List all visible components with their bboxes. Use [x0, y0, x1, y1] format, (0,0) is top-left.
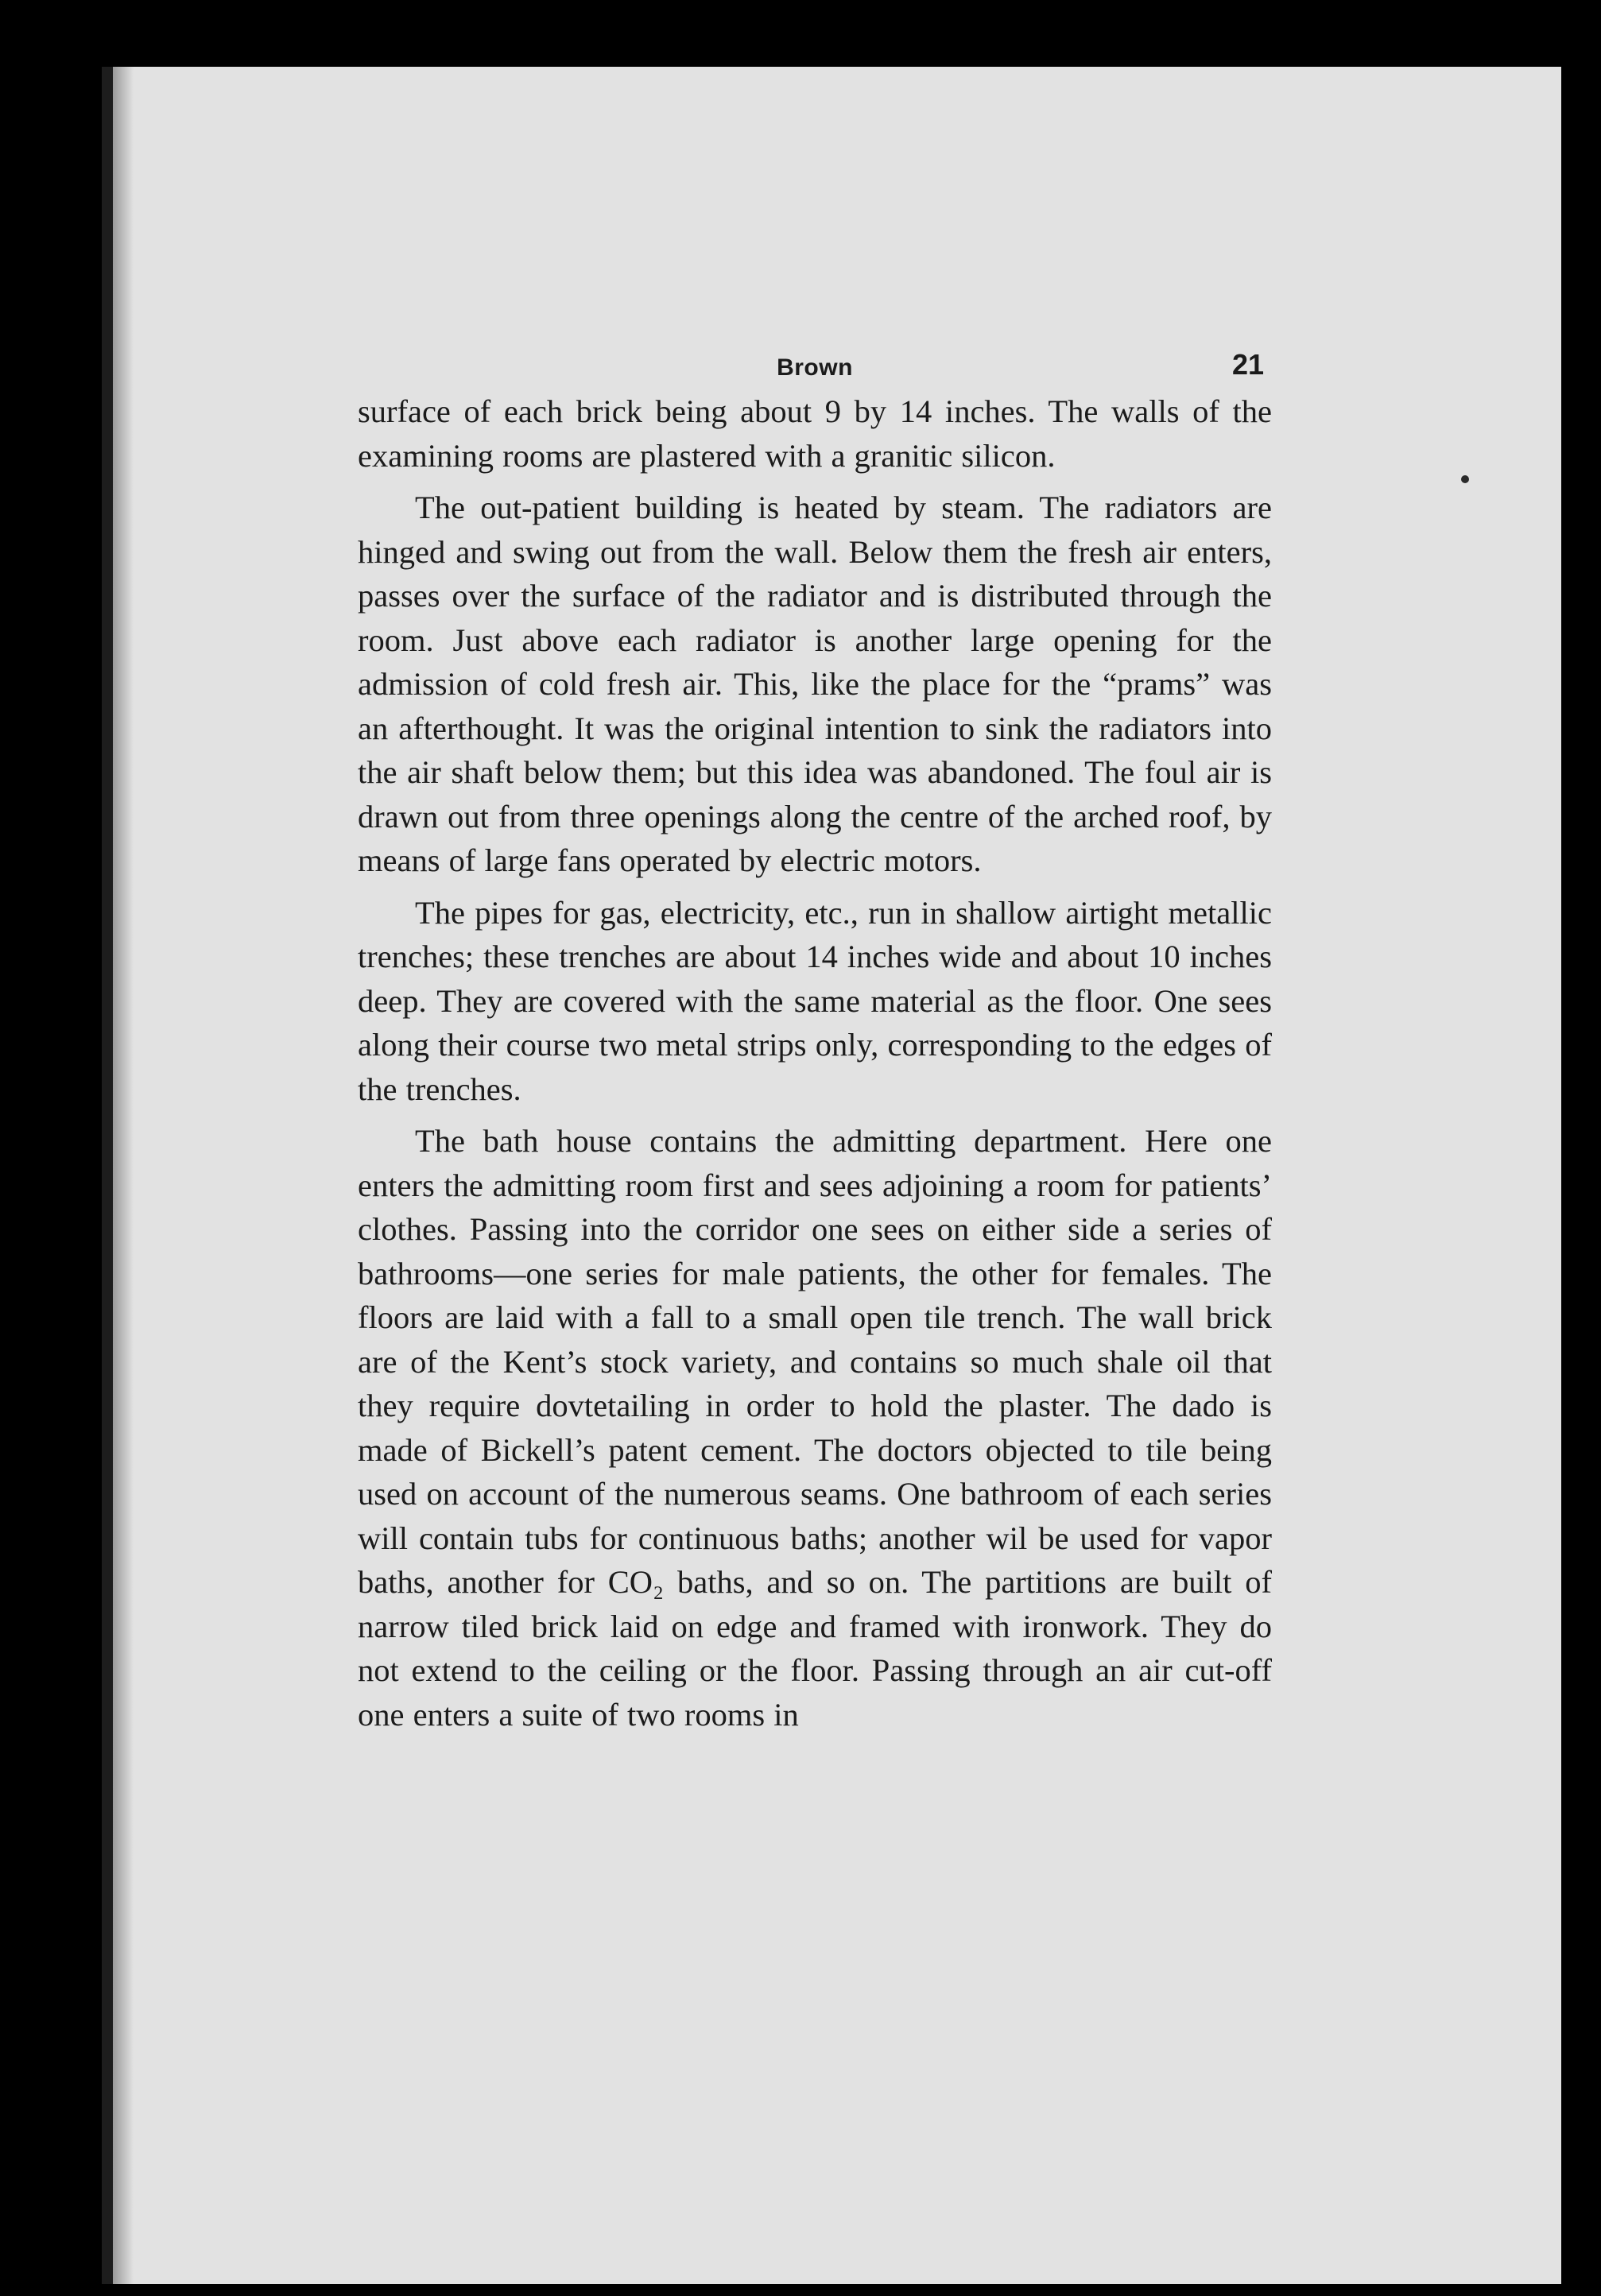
- page-text-block: [358, 334, 1272, 1741]
- ink-speck: [1461, 475, 1469, 483]
- paragraph-bath-house: The bath house contains the admitting department. Here one enters the admitting room first and sees adjoining a room for patients’ clothes. Passing into the corridor one sees on either side a series of bathrooms—one series for male patients, the other for females. The floors are laid with a fall to a small open tile trench. The wall brick are of the Kent’s stock variety, and contains so much shale oil that they require dovtetailing in order to hold the plaster. The dado is made of Bickell’s patent cement. The doctors objected to tile being used on account of the numerous seams. One bathroom of each series will contain tubs for continuous baths; another wil be used for vapor baths, another for CO₂ baths, and so on. The partitions are built of narrow tiled brick laid on edge and framed with ironwork. They do not extend to the ceiling or the floor. Passing through an air cut-off one enters a suite of two rooms in: [358, 1123, 1272, 1733]
- paragraph-pipes: The pipes for gas, electricity, etc., run in shallow airtight metallic trenches; these trenches are about 14 inches wide and about 10 inches deep. They are covered with the same material as the floor. One sees along their course two metal strips only, corresponding to the edges of the trenches.: [358, 894, 1272, 1107]
- running-title: Brown: [777, 354, 853, 381]
- gutter-shadow: [113, 67, 134, 2284]
- paragraph-continued: surface of each brick being about 9 by 14 inches. The walls of the examining rooms are plastered with a granitic silicon.: [358, 393, 1272, 474]
- page-binding-edge: [102, 67, 113, 2284]
- paragraph-heating: The out-patient building is heated by steam. The radiators are hinged and swing out from the wall. Below them the fresh air enters, passes over the surface of the radiator and is distributed through the room. Just above each radiator is another large opening for the admission of cold fresh air. This, like the place for the “prams” was an afterthought. It was the original intention to sink the radiators into the air shaft below them; but this idea was abandoned. The foul air is drawn out from three openings along the centre of the arched roof, by means of large fans operated by electric motors.: [358, 490, 1272, 878]
- page-number: 21: [1231, 348, 1264, 381]
- running-header: [358, 334, 1272, 389]
